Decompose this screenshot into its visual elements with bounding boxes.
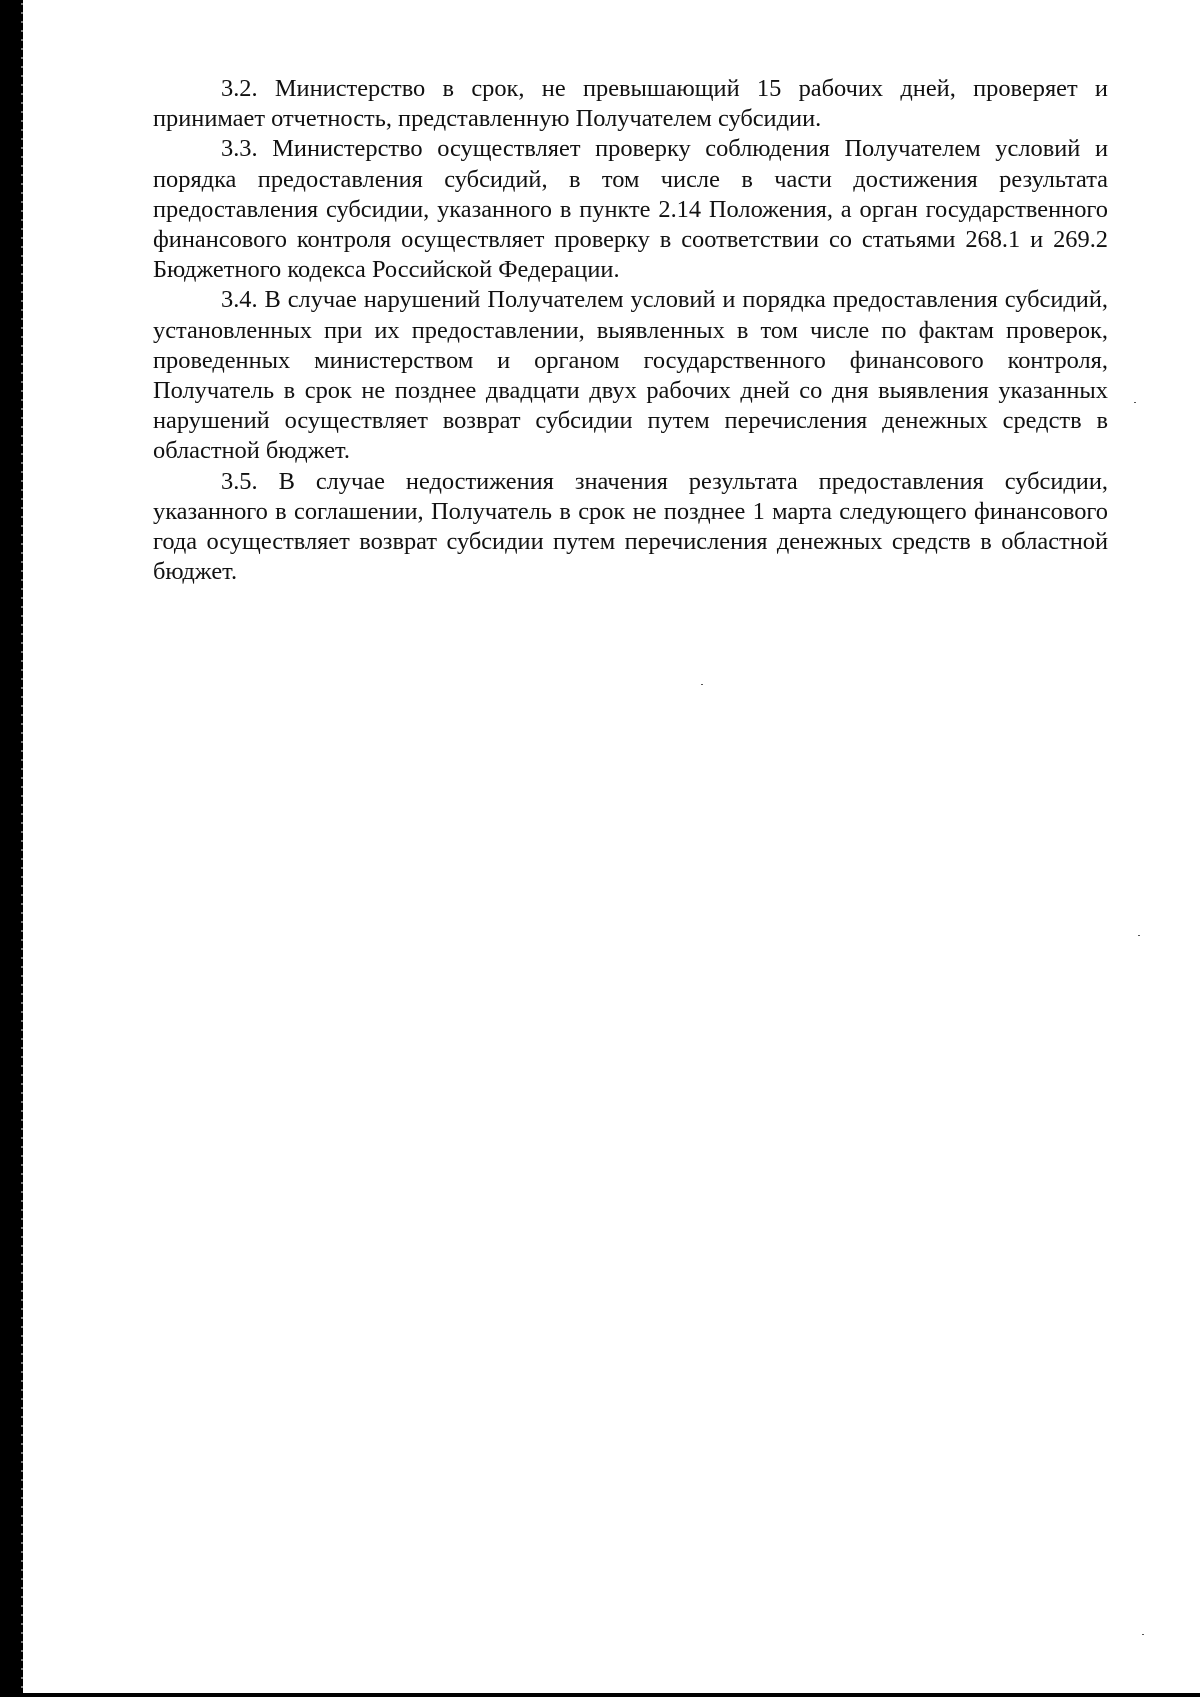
scan-speck [1142, 1634, 1144, 1635]
scan-speck [701, 684, 703, 685]
paragraph-3-2: 3.2. Министерство в срок, не превышающий 15 рабочих дней, проверяет и принимает отчетность, представленную Получателем субсидии. [153, 75, 1108, 133]
scan-speck [1138, 935, 1140, 936]
scan-border-bottom [0, 1693, 1200, 1697]
paragraph-3-4: 3.4. В случае нарушений Получателем условий и порядка предоставления субсидий, установленных при их предоставлении, выявленных в том числе по фактам проверок, проведенных министерством и органом государственного финансового контроля, Получатель в срок не позднее двадцати двух рабочих дней со дня выявления указанных нарушений осуществляет возврат субсидии путем перечисления денежных средств в областной бюджет. [153, 286, 1108, 465]
document-page [153, 74, 1108, 587]
scan-border-left [0, 0, 21, 1697]
paragraph-3-5: 3.5. В случае недостижения значения результата предоставления субсидии, указанного в соглашении, Получатель в срок не позднее 1 марта следующего финансового года осуществляет возврат субсидии путем перечисления денежных средств в областной бюджет. [153, 467, 1108, 586]
paragraph-3-3: 3.3. Министерство осуществляет проверку соблюдения Получателем условий и порядка предоставления субсидий, в том числе в части достижения результата предоставления субсидии, указанного в пункте 2.14 Положения, а орган государственного финансового контроля осуществляет проверку в соответствии со статьями 268.1 и 269.2 Бюджетного кодекса Российской Федерации. [153, 135, 1108, 284]
scan-speck [1134, 402, 1136, 403]
